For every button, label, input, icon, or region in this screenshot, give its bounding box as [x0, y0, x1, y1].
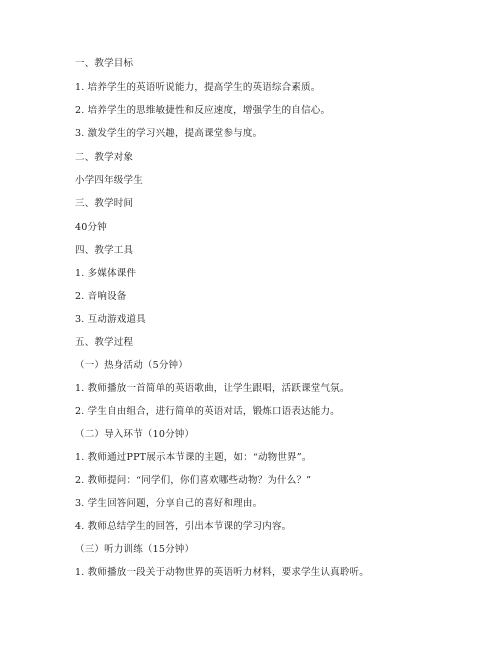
subsection-introduction: （二）导入环节（10分钟） — [75, 429, 195, 440]
warmup-item-2: 2. 学生自由组合，进行简单的英语对话，锻炼口语表达能力。 — [75, 406, 340, 417]
section-heading-process: 五、教学过程 — [75, 337, 134, 348]
tool-item-1: 1. 多媒体课件 — [75, 268, 137, 279]
audience-text: 小学四年级学生 — [75, 175, 143, 186]
subsection-warmup: （一）热身活动（5分钟） — [75, 360, 188, 371]
duration-text: 40分钟 — [75, 222, 107, 233]
tool-item-2: 2. 音响设备 — [75, 291, 127, 302]
introduction-item-1: 1. 教师通过PPT展示本节课的主题，如：“动物世界”。 — [75, 452, 312, 463]
section-heading-duration: 三、教学时间 — [75, 198, 134, 209]
objective-item-3: 3. 激发学生的学习兴趣，提高课堂参与度。 — [75, 128, 263, 139]
subsection-listening: （三）听力训练（15分钟） — [75, 544, 195, 555]
objective-item-2: 2. 培养学生的思维敏捷性和反应速度，增强学生的自信心。 — [75, 105, 331, 116]
listening-item-1: 1. 教师播放一段关于动物世界的英语听力材料，要求学生认真聆听。 — [75, 567, 369, 578]
section-heading-objectives: 一、教学目标 — [75, 58, 134, 69]
introduction-item-3: 3. 学生回答问题，分享自己的喜好和理由。 — [75, 498, 263, 509]
warmup-item-1: 1. 教师播放一首简单的英语歌曲，让学生跟唱，活跃课堂气氛。 — [75, 383, 350, 394]
section-heading-audience: 二、教学对象 — [75, 152, 134, 163]
introduction-item-4: 4. 教师总结学生的回答，引出本节课的学习内容。 — [75, 521, 292, 532]
introduction-item-2: 2. 教师提问：“同学们，你们喜欢哪些动物？为什么？” — [75, 475, 312, 486]
section-heading-tools: 四、教学工具 — [75, 245, 134, 256]
tool-item-3: 3. 互动游戏道具 — [75, 314, 146, 325]
objective-item-1: 1. 培养学生的英语听说能力，提高学生的英语综合素质。 — [75, 82, 321, 93]
